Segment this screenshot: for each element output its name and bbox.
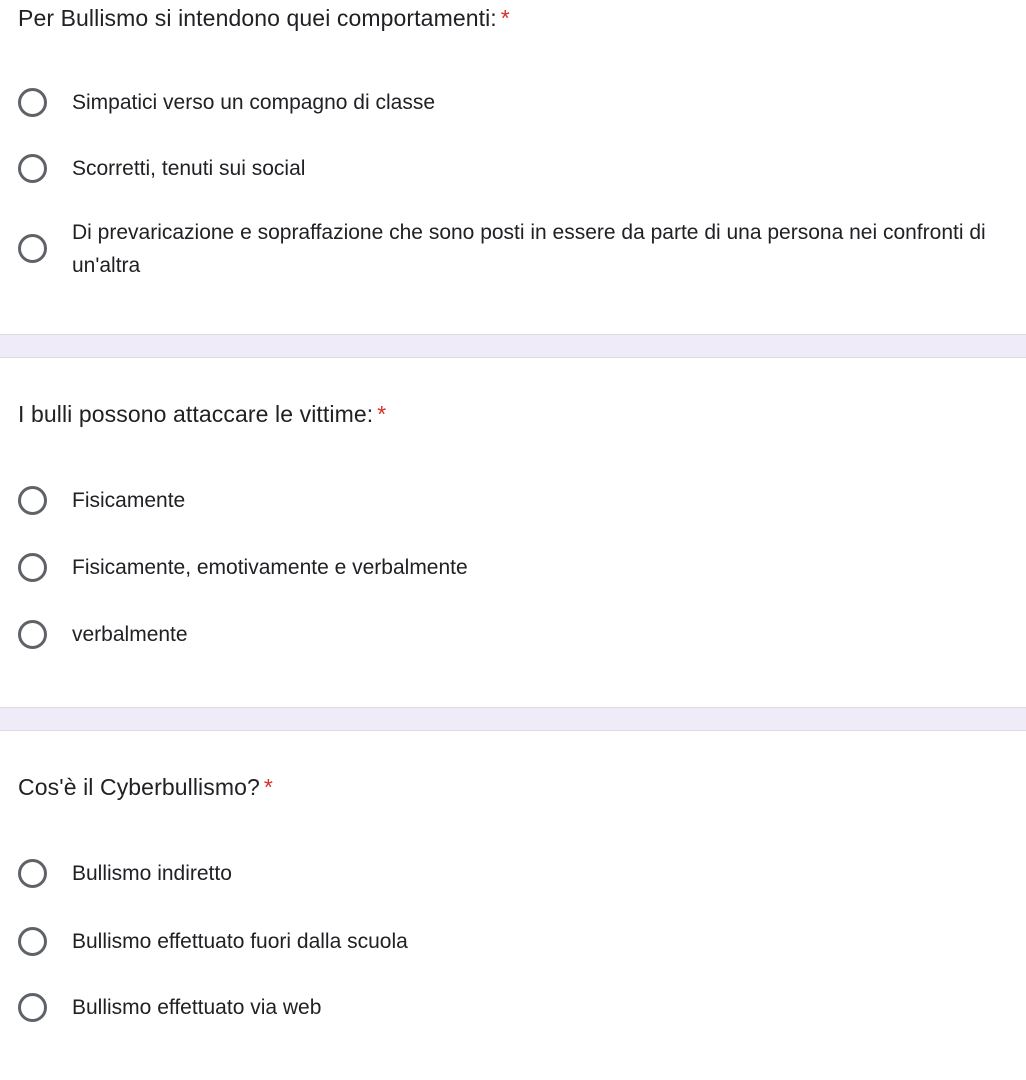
required-asterisk: * bbox=[500, 5, 510, 31]
radio-button-icon[interactable] bbox=[18, 88, 47, 117]
radio-button-icon[interactable] bbox=[18, 620, 47, 649]
question-title bbox=[18, 5, 510, 32]
required-asterisk: * bbox=[263, 774, 273, 800]
radio-option[interactable] bbox=[18, 927, 986, 958]
option-label: Fisicamente, emotivamente e verbalmente bbox=[72, 556, 468, 579]
radio-option[interactable] bbox=[18, 486, 986, 517]
option-label: Bullismo indiretto bbox=[72, 862, 232, 885]
option-label: Di prevaricazione e sopraffazione che sono posti in essere da parte di una persona nei confronti di un'altra bbox=[72, 221, 986, 277]
option-label: Fisicamente bbox=[72, 489, 186, 512]
option-label: Bullismo effettuato via web bbox=[72, 996, 322, 1019]
option-label: Scorretti, tenuti sui social bbox=[72, 157, 306, 180]
radio-button-icon[interactable] bbox=[18, 486, 47, 515]
radio-button-icon[interactable] bbox=[18, 993, 47, 1022]
radio-option[interactable] bbox=[18, 620, 986, 651]
radio-option[interactable] bbox=[18, 993, 986, 1024]
question-card-2 bbox=[0, 357, 1026, 708]
option-label: Simpatici verso un compagno di classe bbox=[72, 91, 436, 114]
radio-button-icon[interactable] bbox=[18, 553, 47, 582]
option-label: verbalmente bbox=[72, 623, 188, 646]
radio-button-icon[interactable] bbox=[18, 859, 47, 888]
radio-button-icon[interactable] bbox=[18, 154, 47, 183]
required-asterisk: * bbox=[377, 401, 387, 427]
question-card-3 bbox=[0, 730, 1026, 1080]
radio-option[interactable] bbox=[18, 88, 986, 119]
radio-option[interactable] bbox=[18, 154, 986, 185]
question-title bbox=[18, 774, 273, 801]
option-label: Bullismo effettuato fuori dalla scuola bbox=[72, 930, 408, 953]
radio-option[interactable] bbox=[18, 553, 986, 584]
question-card-1 bbox=[0, 0, 1026, 335]
question-title bbox=[18, 401, 386, 428]
question-title-text: I bulli possono attaccare le vittime: bbox=[18, 401, 374, 427]
radio-option[interactable] bbox=[18, 221, 986, 282]
question-title-text: Cos'è il Cyberbullismo? bbox=[18, 774, 260, 800]
question-title-text: Per Bullismo si intendono quei comportamenti: bbox=[18, 5, 497, 31]
radio-button-icon[interactable] bbox=[18, 927, 47, 956]
radio-button-icon[interactable] bbox=[18, 234, 47, 263]
radio-option[interactable] bbox=[18, 859, 986, 890]
